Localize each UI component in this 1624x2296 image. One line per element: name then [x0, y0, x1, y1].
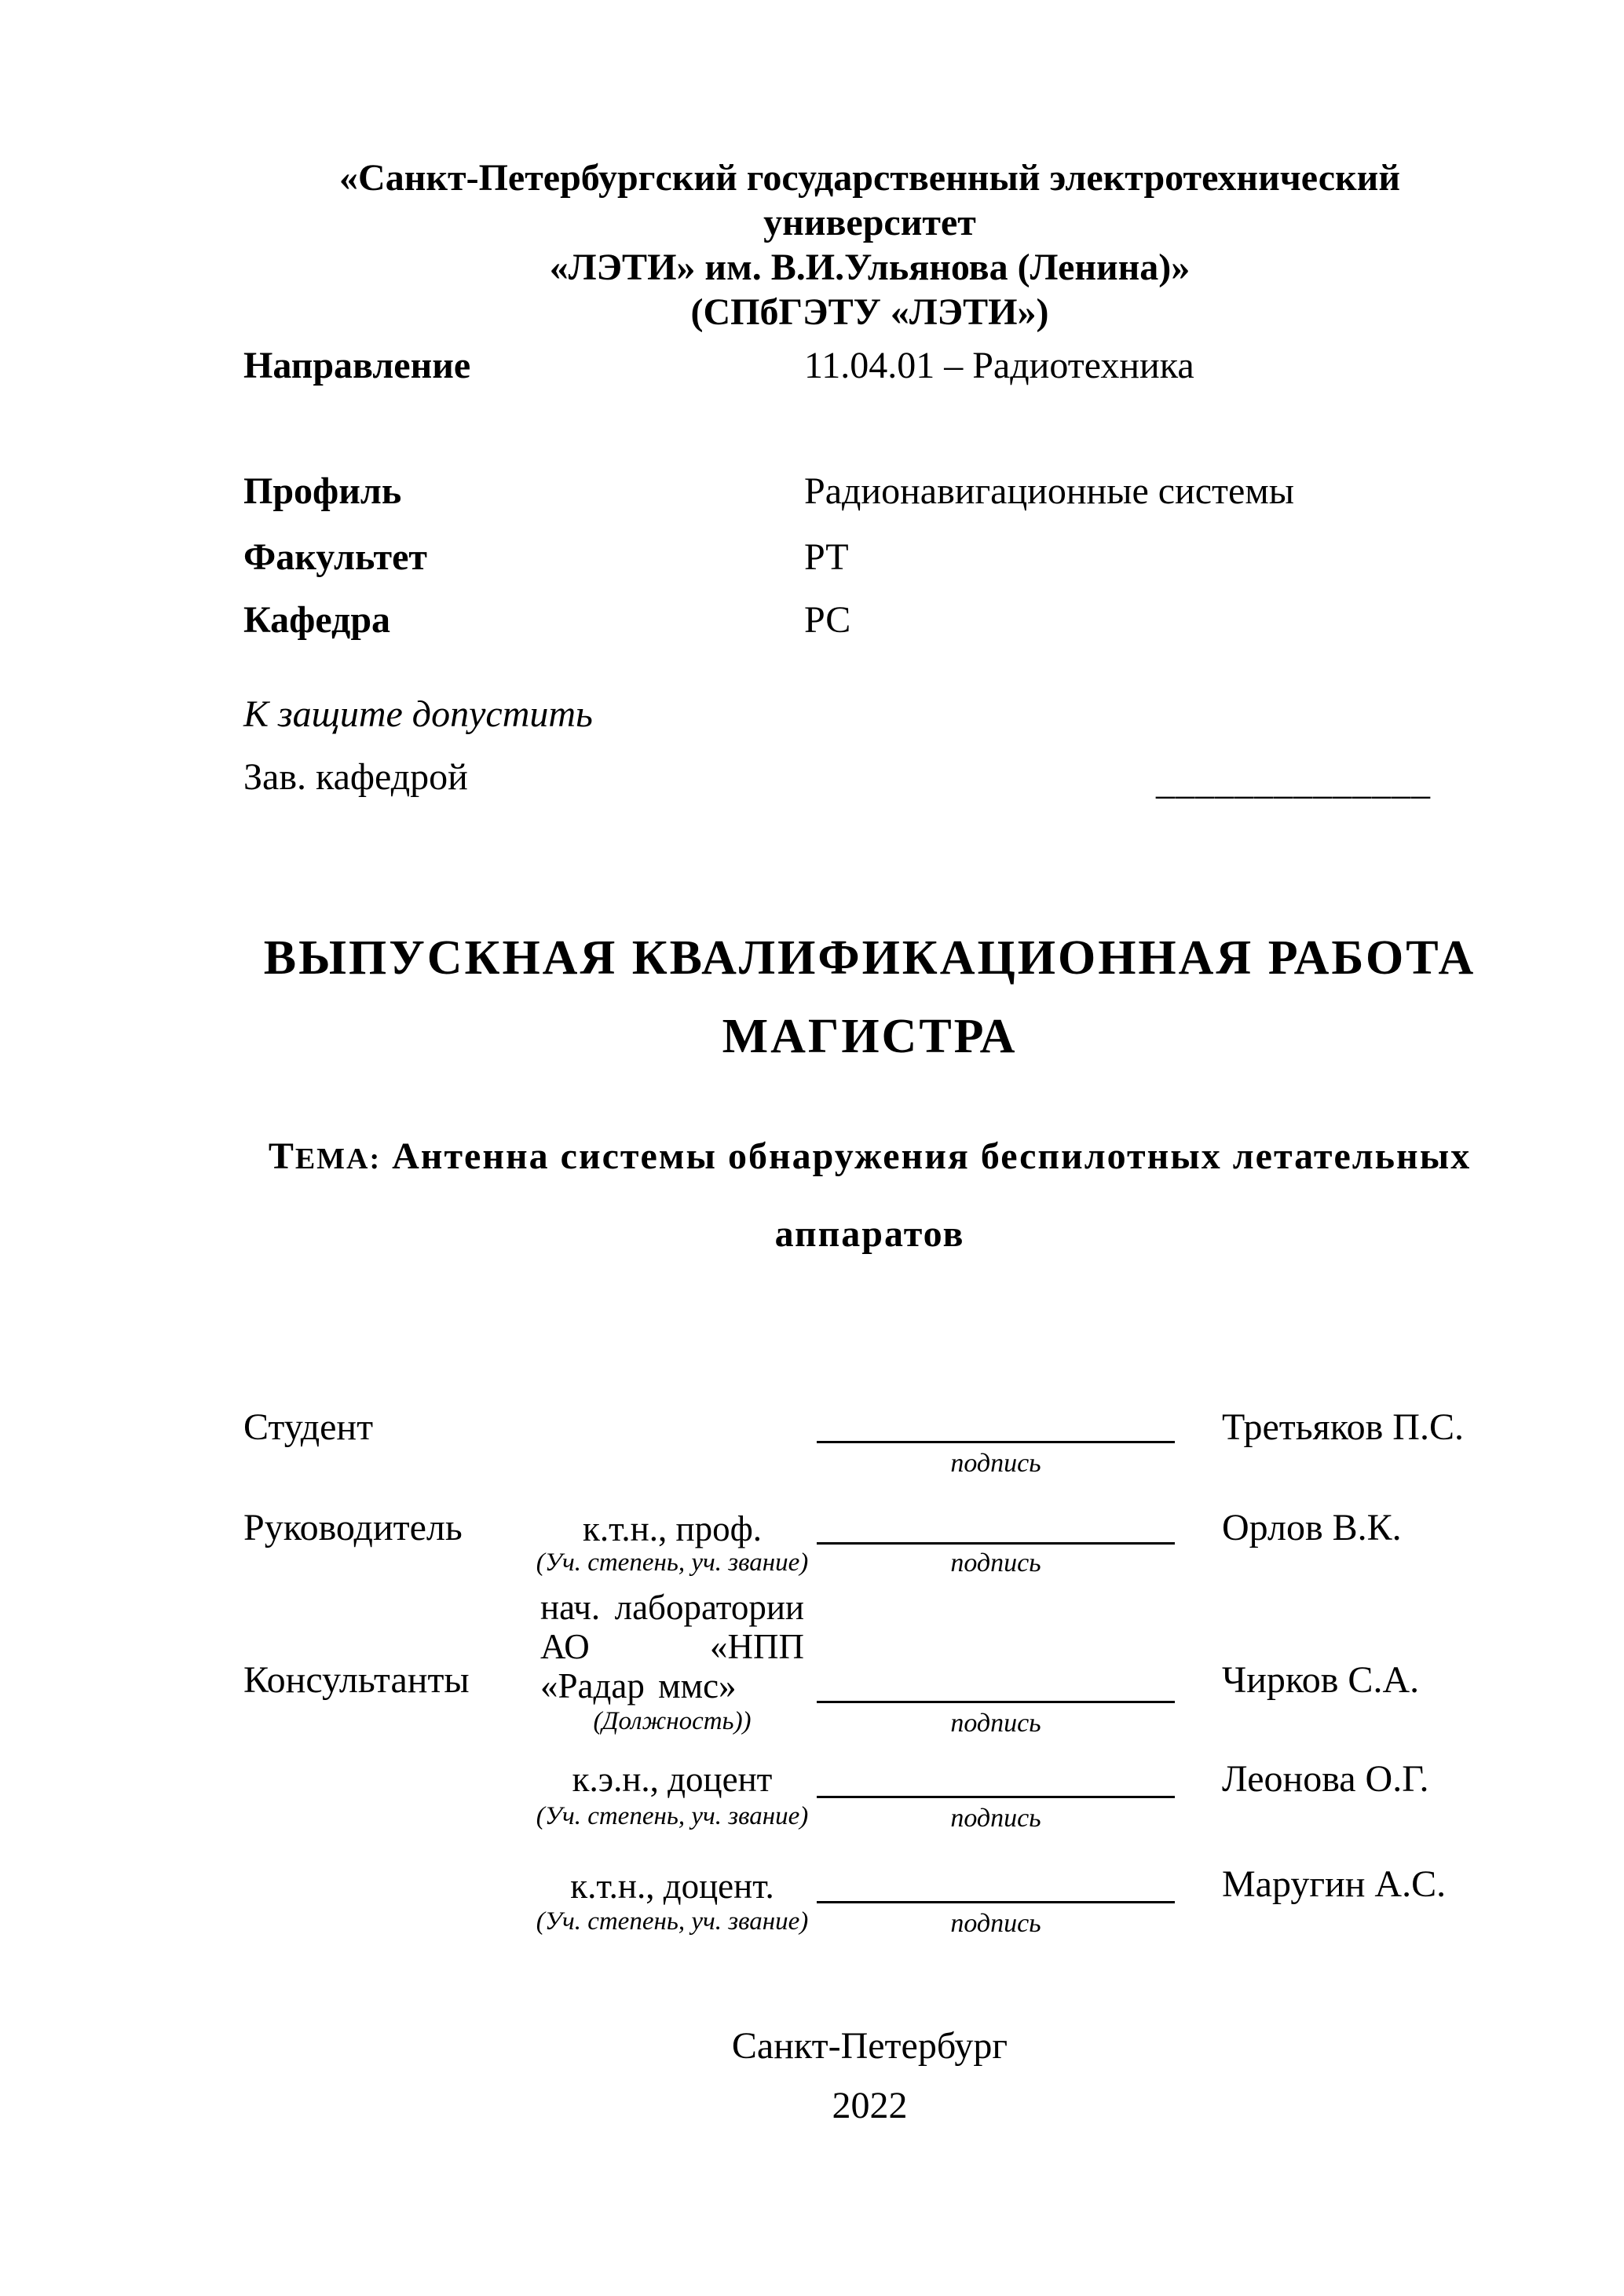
degree-label-consultant-3: к.т.н., доцент. — [570, 1866, 774, 1906]
signature-caption-consultant-2: подпись — [950, 1804, 1041, 1833]
signee-name-consultant-2: Леонова О.Г. — [1222, 1758, 1429, 1800]
head-of-department-label: Зав. кафедрой — [243, 756, 468, 798]
signature-caption-consultant-1: подпись — [950, 1709, 1041, 1738]
signature-caption-consultant-3: подпись — [950, 1909, 1041, 1938]
head-of-department-signature-blank: ______________ — [1156, 761, 1431, 803]
university-header — [232, 155, 1508, 335]
field-row-department — [0, 598, 1624, 645]
field-row-faculty — [0, 536, 1624, 583]
signature-line-consultant-3 — [817, 1901, 1175, 1903]
role-label-supervisor: Руководитель — [243, 1507, 463, 1548]
thesis-title-line1: ВЫПУСКНАЯ КВАЛИФИКАЦИОННАЯ РАБОТА — [263, 931, 1476, 985]
signee-name-student: Третьяков П.С. — [1222, 1406, 1464, 1448]
theme-label-rest: ЕМА: — [294, 1143, 382, 1175]
university-header-line1: «Санкт-Петербургский государственный электротехнический университет — [339, 157, 1400, 243]
degree-label-supervisor: к.т.н., проф. — [583, 1509, 762, 1548]
signee-name-consultant-3: Маругин А.С. — [1222, 1863, 1447, 1905]
degree-label-consultant-2: к.э.н., доцент — [572, 1760, 773, 1799]
degree-caption-consultant-2: (Уч. степень, уч. звание) — [536, 1802, 809, 1830]
field-label-profile: Профиль — [243, 470, 402, 512]
signee-name-supervisor: Орлов В.К. — [1222, 1507, 1402, 1548]
field-value-profile: Радионавигационные системы — [804, 470, 1294, 512]
degree-caption-consultant-1: (Должность)) — [593, 1707, 752, 1735]
role-label-student: Студент — [243, 1406, 374, 1448]
field-value-department: РС — [804, 599, 851, 641]
admission-note: К защите допустить — [243, 693, 593, 735]
university-header-line2: «ЛЭТИ» им. В.И.Ульянова (Ленина)» — [549, 247, 1191, 288]
field-row-profile — [0, 470, 1624, 517]
signature-line-student — [817, 1441, 1175, 1443]
role-label-consultants: Консультанты — [243, 1659, 470, 1701]
degree-caption-consultant-3: (Уч. степень, уч. звание) — [536, 1907, 809, 1936]
degree-caption-supervisor: (Уч. степень, уч. звание) — [536, 1548, 809, 1577]
thesis-theme — [232, 1119, 1508, 1271]
field-row-direction — [0, 344, 1624, 391]
theme-text-line1: Антенна системы обнаружения беспилотных летательных — [392, 1135, 1472, 1177]
field-label-direction: Направление — [243, 345, 471, 386]
footer-year: 2022 — [832, 2085, 908, 2126]
field-label-department: Кафедра — [243, 599, 391, 641]
signature-line-consultant-1 — [817, 1701, 1175, 1703]
thesis-theme-line2: аппаратов — [774, 1213, 965, 1255]
degree-label-consultant-1: нач. лаборатории АО «НПП «Радар ммс» — [540, 1588, 804, 1706]
university-header-line3: (СПбГЭТУ «ЛЭТИ») — [690, 291, 1049, 333]
signature-caption-student: подпись — [950, 1449, 1041, 1478]
field-value-faculty: РТ — [804, 536, 849, 578]
theme-label-cap: Т — [268, 1135, 295, 1177]
signature-line-supervisor — [817, 1542, 1175, 1545]
signature-caption-supervisor: подпись — [950, 1548, 1041, 1578]
footer-city: Санкт-Петербург — [731, 2025, 1008, 2067]
thesis-title-line2: МАГИСТРА — [722, 1010, 1018, 1063]
field-label-faculty: Факультет — [243, 536, 427, 578]
field-value-direction: 11.04.01 – Радиотехника — [804, 345, 1194, 386]
thesis-theme-line1 — [232, 1119, 1508, 1197]
thesis-title — [232, 919, 1508, 1076]
signee-name-consultant-1: Чирков С.А. — [1222, 1659, 1420, 1701]
signature-line-consultant-2 — [817, 1796, 1175, 1798]
